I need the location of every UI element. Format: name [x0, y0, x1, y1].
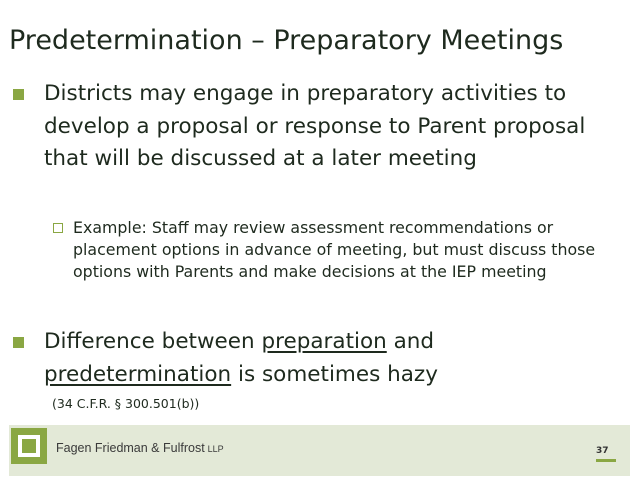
firm-logo-icon	[11, 428, 47, 464]
page-number-underline	[596, 459, 616, 462]
logo-core	[22, 439, 36, 453]
footer	[0, 415, 638, 479]
term-predetermination: predetermination	[44, 361, 232, 387]
firm-name	[56, 441, 224, 455]
firm-name-suffix: LLP	[207, 444, 224, 454]
bullet-text-suffix: is sometimes hazy	[231, 361, 438, 387]
bullet-square-icon	[13, 89, 24, 100]
bullet-text-prefix: Difference between	[44, 329, 262, 354]
page-number: 37	[596, 446, 609, 456]
term-preparation: preparation	[261, 329, 387, 354]
legal-citation: (34 C.F.R. § 300.501(b))	[52, 396, 200, 411]
sub-bullet-text: Example: Staff may review assessment recommendations or placement options in advance of meeting, but must discuss those options with Parents and make decisions at the IEP meeting	[73, 218, 596, 282]
logo-ring	[18, 435, 40, 457]
hollow-square-icon	[53, 223, 63, 233]
bullet-text: Districts may engage in preparatory activities to develop a proposal or response to Parent proposal that will be discussed at a later meeting	[44, 81, 586, 171]
bullet-square-icon	[13, 337, 24, 348]
firm-name-text: Fagen Friedman & Fulfrost	[56, 441, 205, 455]
slide-title: Predetermination – Preparatory Meetings	[9, 25, 564, 56]
bullet-text-middle: and	[386, 329, 435, 354]
bullet-text	[44, 326, 634, 391]
